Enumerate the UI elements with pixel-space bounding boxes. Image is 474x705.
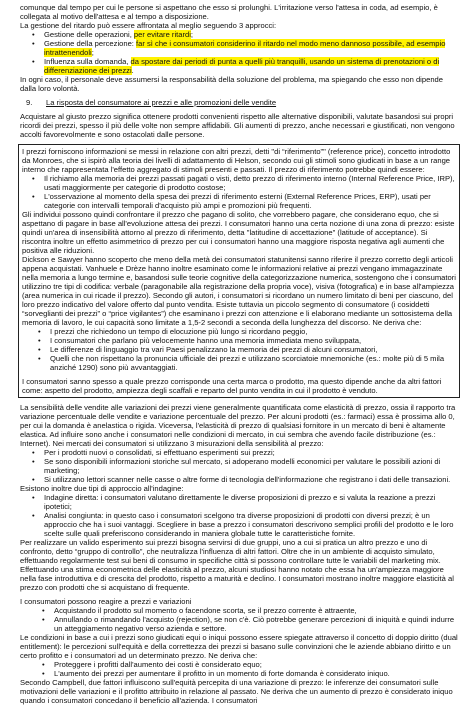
list-item: • Per i prodotti nuovi o consolidati, si effettuano esperimenti sui prezzi; [44,448,460,457]
list-item: • Il richiamo alla memoria dei prezzi passati pagati o visti, detto prezzo di riferimento interno (Internal Reference Price, IRP), usati maggiormente per categorie di prodotto costose; [44,174,456,192]
list-item: • I prezzi che richiedono un tempo di elocuzione più lungo si ricordano peggio, [50,327,456,336]
paragraph: Dickson e Sawyer hanno scoperto che meno della metà dei consumatori statunitensi sanno riferire il prezzo corretto degli articoli appena acquistati. Vanhuele e Drèze hanno inoltre esaminato come le informazioni relative ai prezzi vengano immagazzinate nella memoria a lungo termine e, basandosi sulle teorie cognitive della categorizzazione numerica, sostengono che i consumatori utilizzino tre tipi di codifica: verbale (paragonabile alla registrazione della propria voce), visiva (fotografica) e in base all'ampiezza (area numerica in cui ricade il prezzo). Secondo gli autori, i consumatori si ricordano un numero limitato di beni per ciascuno, del loro prezzo indicativo del valore offerto dal punto vendita. Esiste tuttavia un piccolo segmento di consumatore (i cosiddetti “sorveglianti dei prezzi” o “price vigilantes”) che esaminano i prezzi con attenzione e li elaborano mediante un sottosistema della memoria di lavoro, le cui capacità sono limitate a 1,5-2 secondi a seconda della lunghezza del discorso. Ne deriva che: [22,255,456,327]
paragraph: La sensibilità delle vendite alle variazioni dei prezzi viene generalmente quantificata come elasticità di prezzo, ossia il rapporto tra variazione percentuale delle vendite e variazione percentuale del prezzo. Per alcuni prodotti (es.: farmaci) essa è prossima allo 0, per cui la domanda è anelastica o rigida. Viceversa, l'elasticità di prezzo di qualsiasi fornitore in un mercato di beni è altamente elastica. Ad influire sono anche i consumatori nelle condizioni di mercato, in cui sembra che avendo facile distribuzione (es.: Internet). Nei mercati dei consumatori si utilizzano 3 misurazioni della sensibilità al prezzo: [20,403,456,448]
paragraph: Secondo Campbell, due fattori influiscono sull'equità percepita di una variazione di prezzo: le inferenze dei consumatori sulle motivazioni delle variazioni e il profitto attribuito in relazione al passato. Ne deriva che un aumento di prezzo è considerato iniquo quando i consumatori concedano il beneficio all'azienda. I consumatori [20,678,453,705]
list-item: • Acquistando il prodotto sul momento o facendone scorta, se il prezzo corrente è attraente, [54,606,460,615]
highlighted-text: per evitare ritardi [133,30,191,39]
paragraph: Esistono inoltre due tipi di approccio all'indagine: [20,484,184,493]
highlighted-text: far sì che i consumatori considerino il ritardo nel modo meno dannoso possibile, ad esempio intrattenendoli [44,39,446,57]
list-item: • Proteggere i profitti dall'aumento dei costi è considerato equo; [54,660,460,669]
list-item: • Analisi congiunta: in questo caso i consumatori scelgono tra diverse proposizioni di prodotti con diversi prezzi; è un approccio che ha i suoi vantaggi. Scegliere in base a prezzo i consumatori descrivono semplici profili del prodotto e le loro scelte sulle quali preferiscono considerando in maniera globale tutte le caratteristiche fornite. [44,511,460,538]
paragraph: Acquistare al giusto prezzo significa ottenere prodotti convenienti rispetto alle alternative disponibili, valutate basandosi sui propri ricordi dei prezzi, spesso il più delle volte non sempre affidabili. Gli aumenti di prezzo, anche necessari e giustificati, non vengono accolti favorevolmente e sono ostacolati dalle persone. [20,112,455,139]
boxed-section [18,144,460,398]
list-item: • Annullando o rimandando l'acquisto (rejection), se non c'è. Ciò potrebbe generare percezioni di iniquità e quindi indurre un atteggiamento negativo verso azienda e settore. [54,615,460,633]
list-item: • Si utilizzano lettori scanner nelle casse o altre forme di tecnologia dell'informazione che registrano i dati delle transazioni. [44,475,460,484]
list-item: • Le differenze di linguaggio tra vari Paesi penalizzano la memoria dei prezzi di alcuni consumatori, [50,345,456,354]
paragraph: In ogni caso, il personale deve assumersi la responsabilità della soluzione del problema, ma spiegando che esso non dipende dalla loro volontà. [20,75,443,93]
bullet-list [20,448,460,484]
list-item: • Gestione delle operazioni, per evitare ritardi; [44,30,460,39]
list-item: • L'aumento dei prezzi per aumentare il profitto in un momento di forte domanda è considerato iniquo. [54,669,460,678]
list-item: • Gestione della percezione: far sì che i consumatori considerino il ritardo nel modo meno dannoso possibile, ad esempio intrattenendoli; [44,39,460,57]
paragraph: I consumatori possono reagire a prezzi e variazioni [20,597,192,606]
bullet-list [22,327,456,372]
paragraph: Effettuando una stima econometrica delle elasticità al prezzo, alcuni studiosi hanno notato che essa ha un'ampiezza maggiore nella fase introduttiva e di crescita del prodotto, rispetto a maturità e declino. I consumatori mostrano inoltre maggiore elasticità al prezzo con prodotti che si acquistano di frequente. [20,565,454,592]
bullet-list [20,30,460,75]
paragraph: La gestione del ritardo può essere affrontata al meglio seguendo 3 approcci: [20,21,277,30]
list-item: • Influenza sulla domanda, da spostare dai periodi di punta a quelli più tranquilli, usando un sistema di prenotazioni o di differenziazione dei prezzi. [44,57,460,75]
bullet-list [20,606,460,633]
section-heading: 9. La risposta del consumatore ai prezzi e alle promozioni delle vendite [26,98,277,107]
bullet-list [20,660,460,678]
list-item: • Se sono disponibili informazioni storiche sul mercato, si adoperano modelli economici per valutare le possibili azioni di marketing; [44,457,460,475]
bullet-list [20,493,460,538]
list-item: • Quelli che non rispettano la pronuncia ufficiale dei prezzi e utilizzano scorciatoie mnemoniche (es.: molte più di 5 mila anziché 1290) sono più avvantaggiati. [50,354,456,372]
paragraph: I prezzi forniscono informazioni se messi in relazione con altri prezzi, detti "di “riferimento”" (reference price), concetto introdotto da Monroes, che si ispirò alla teoria dei livelli di adattamento di Helson, secondo cui gli stimoli sono giudicati in base a un range interno che rappresentata l'effetto aggregato di stimoli presenti e passati. Il prezzo di riferimento potrebbe quindi essere: [22,147,451,174]
list-item: • I consumatori che parlano più velocemente hanno una memoria immediata meno sviluppata, [50,336,456,345]
paragraph: Le condizioni in base a cui i prezzi sono giudicati equi o iniqui possono essere spiegate attraverso il concetto di doppio diritto (dual entitlement): le percezioni sull'equità e della correttezza dei prezzi si basano sulle convinzioni che le aziende abbiano diritto e un certo profitto e i consumatori ad un determinato prezzo. Ne deriva che: [20,633,458,660]
paragraph: Gli individui possono quindi confrontare il prezzo che pagano di solito, che vorrebbero pagare, che considerano equo, che si aspettano di pagare in base all'evoluzione attesa dei prezzi. I consumatori hanno una certa nozione di una zona di prezzo: esiste quindi un'area di insensibilità attorno al prezzo di riferimento, detta "latitudine di accettazione" (latitude of acceptance). Si riscontra inoltre un effetto asimmetrico di prezzo per cui i consumatori hanno una maggiore risposta negativa agli aumenti che positiva alle riduzioni. [22,210,455,255]
paragraph: comunque dal tempo per cui le persone si aspettano che esso si prolunghi. L'irritazione verso l'attesa in coda, ad esempio, è collegata al motivo dell'attesa e al tempo a disposizione. [20,3,438,21]
bullet-list [22,174,456,210]
paragraph: I consumatori sanno spesso a quale prezzo corrisponde una certa marca o prodotto, ma questo dipende anche da altri fattori come: aspetto del prodotto, ampiezza degli scaffali e reparto del punto vendita in cui il prodotto è venduto. [22,377,442,395]
highlighted-text: da spostare dai periodi di punta a quelli più tranquilli, usando un sistema di prenotazioni o di differenziazione dei prezzi [44,57,440,75]
list-item: • Indagine diretta: i consumatori valutano direttamente le diverse proposizioni di prezzo e si valuta la reazione a prezzi ipotetici; [44,493,460,511]
paragraph: Per realizzare un valido esperimento sui prezzi bisogna servirsi di due gruppi, uno a cui si pratica un altro prezzo e uno di confronto, detto “gruppo di controllo”, che neutralizza l'influenza di altri fattori. Oltre che in un ambiente di acquisto simulato, effettuando regolarmente test sui beni di consumo in specifiche città si possono controllare tutte le variabili del marketing mix. [20,538,441,565]
list-item: • L'osservazione al momento della spesa dei prezzi di riferimento esterni (External Reference Prices, ERP), usati per categorie con intervalli temporali d'acquisto più ampi e promozioni più frequenti. [44,192,456,210]
